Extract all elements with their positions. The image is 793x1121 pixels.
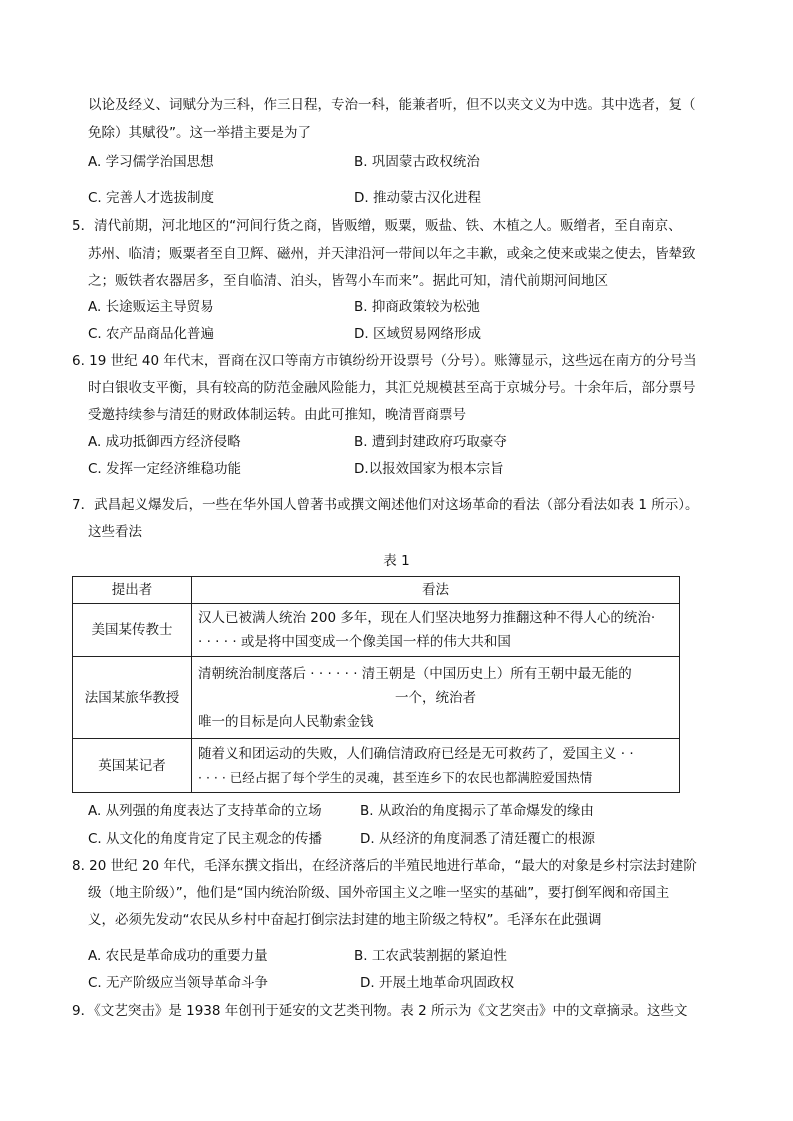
table-row [73, 739, 680, 793]
q7-stem-line-2: 这些看法 [88, 524, 142, 540]
q6-option-b: B. 遭到封建政府巧取豪夺 [354, 434, 507, 450]
q6-option-d: D.以报效国家为根本宗旨 [354, 461, 504, 477]
table-1 [72, 576, 680, 793]
q5-stem-line-3: 之；贩铁者农器居多，至自临清、泊头，皆驾小车而来”。据此可知，清代前期河间地区 [88, 273, 608, 289]
q5-option-d: D. 区域贸易网络形成 [354, 326, 481, 342]
row-3-proposer: 英国某记者 [73, 739, 192, 793]
table-1-caption: 表 1 [383, 553, 410, 569]
q5-stem-line-1: 5．清代前期，河北地区的“河间行货之商，皆贩缯，贩粟，贩盐、铁、木植之人。贩缯者，至自南京、 [72, 218, 682, 234]
q5-option-c: C. 农产品商品化普遍 [88, 326, 215, 342]
row-2-view-line-1: 清朝统治制度落后 · · · · · · 清王朝是（中国历史上）所有王朝中最无能的 [198, 665, 632, 682]
q7-option-c: C. 从文化的角度肯定了民主观念的传播 [88, 831, 323, 847]
q8-stem-line-2: 级（地主阶级）”，他们是“国内统治阶级、国外帝国主义之唯一坚实的基础”，要打倒军阀和帝国主 [88, 885, 670, 901]
row-3-view-line-1: 随着义和团运动的失败，人们确信清政府已经是无可救药了，爱国主义 · · [198, 745, 634, 762]
q4-option-b: B. 巩固蒙古政权统治 [354, 154, 480, 170]
row-3-view [192, 739, 680, 793]
q8-stem-line-3: 义，必须先发动“农民从乡村中奋起打倒宗法封建的地主阶级之特权”。毛泽东在此强调 [88, 912, 602, 928]
header-proposer: 提出者 [73, 577, 192, 604]
q6-option-c: C. 发挥一定经济维稳功能 [88, 461, 242, 477]
q8-option-a: A. 农民是革命成功的重要力量 [88, 948, 268, 964]
q5-option-a: A. 长途贩运主导贸易 [88, 299, 214, 315]
row-2-proposer: 法国某旅华教授 [73, 657, 192, 739]
q8-option-d: D. 开展土地革命巩固政权 [360, 975, 514, 991]
q8-option-c: C. 无产阶级应当领导革命斗争 [88, 975, 269, 991]
q8-stem-line-1: 8. 20 世纪 20 年代，毛泽东撰文指出，在经济落后的半殖民地进行革命，“最大的对象是乡村宗法封建阶 [72, 858, 697, 874]
q9-stem-line-1: 9．《文艺突击》是 1938 年创刊于延安的文艺类刊物。表 2 所示为《文艺突击》中的文章摘录。这些文 [72, 1003, 688, 1019]
row-1-view-line-1: 汉人已被满人统治 200 多年，现在人们坚决地努力推翻这种不得人心的统治· [198, 610, 656, 626]
q7-option-b: B. 从政治的角度揭示了革命爆发的缘由 [360, 803, 594, 819]
q4-option-a: A. 学习儒学治国思想 [88, 154, 214, 170]
header-view: 看法 [192, 577, 680, 604]
row-2-view-line-3: 唯一的目标是向人民勒索金钱 [198, 713, 374, 730]
q7-option-a: A. 从列强的角度表达了支持革命的立场 [88, 803, 322, 819]
table-header-row [73, 577, 680, 604]
row-2-view-line-2: 一个，统治者 [395, 689, 476, 706]
q4-stem-line-1: 以论及经义、词赋分为三科，作三日程，专治一科，能兼者听，但不以夹文义为中选。其中选者，复（ [88, 97, 696, 113]
table-row [73, 604, 680, 657]
q7-option-d: D. 从经济的角度洞悉了清廷覆亡的根源 [360, 831, 595, 847]
q4-option-c: C. 完善人才选拔制度 [88, 190, 215, 206]
row-3-view-line-2: · · · · 已经占据了每个学生的灵魂，甚至连乡下的农民也都满腔爱国热情 [198, 769, 593, 785]
row-1-view-line-2: · · · · · 或是将中国变成一个像美国一样的伟大共和国 [198, 634, 511, 650]
q5-stem-line-2: 苏州、临清；贩粟者至自卫辉、磁州，并天津沿河一带间以年之丰歉，或籴之使来或粜之使去，皆辇致 [88, 246, 696, 262]
row-1-proposer: 美国某传教士 [73, 604, 192, 657]
q4-option-d: D. 推动蒙古汉化进程 [354, 190, 481, 206]
q6-stem-line-2: 时白银收支平衡，具有较高的防范金融风险能力，其汇兑规模甚至高于京城分号。十余年后，部分票号 [88, 380, 696, 396]
q7-stem-line-1: 7．武昌起义爆发后，一些在华外国人曾著书或撰文阐述他们对这场革命的看法（部分看法如表 1 所示）。 [72, 497, 699, 513]
q6-option-a: A. 成功抵御西方经济侵略 [88, 434, 241, 450]
q8-option-b: B. 工农武装割据的紧迫性 [354, 948, 507, 964]
table-row [73, 657, 680, 739]
q6-stem-line-3: 受邀持续参与清廷的财政体制运转。由此可推知，晚清晋商票号 [88, 407, 466, 423]
q4-stem-line-2: 免除）其赋役”。这一举措主要是为了 [88, 125, 311, 141]
row-2-view [192, 657, 680, 739]
row-1-view [192, 604, 680, 657]
q6-stem-line-1: 6. 19 世纪 40 年代末，晋商在汉口等南方市镇纷纷开设票号（分号）。账簿显示，这些远在南方的分号当 [72, 353, 697, 369]
q5-option-b: B. 抑商政策较为松弛 [354, 299, 480, 315]
